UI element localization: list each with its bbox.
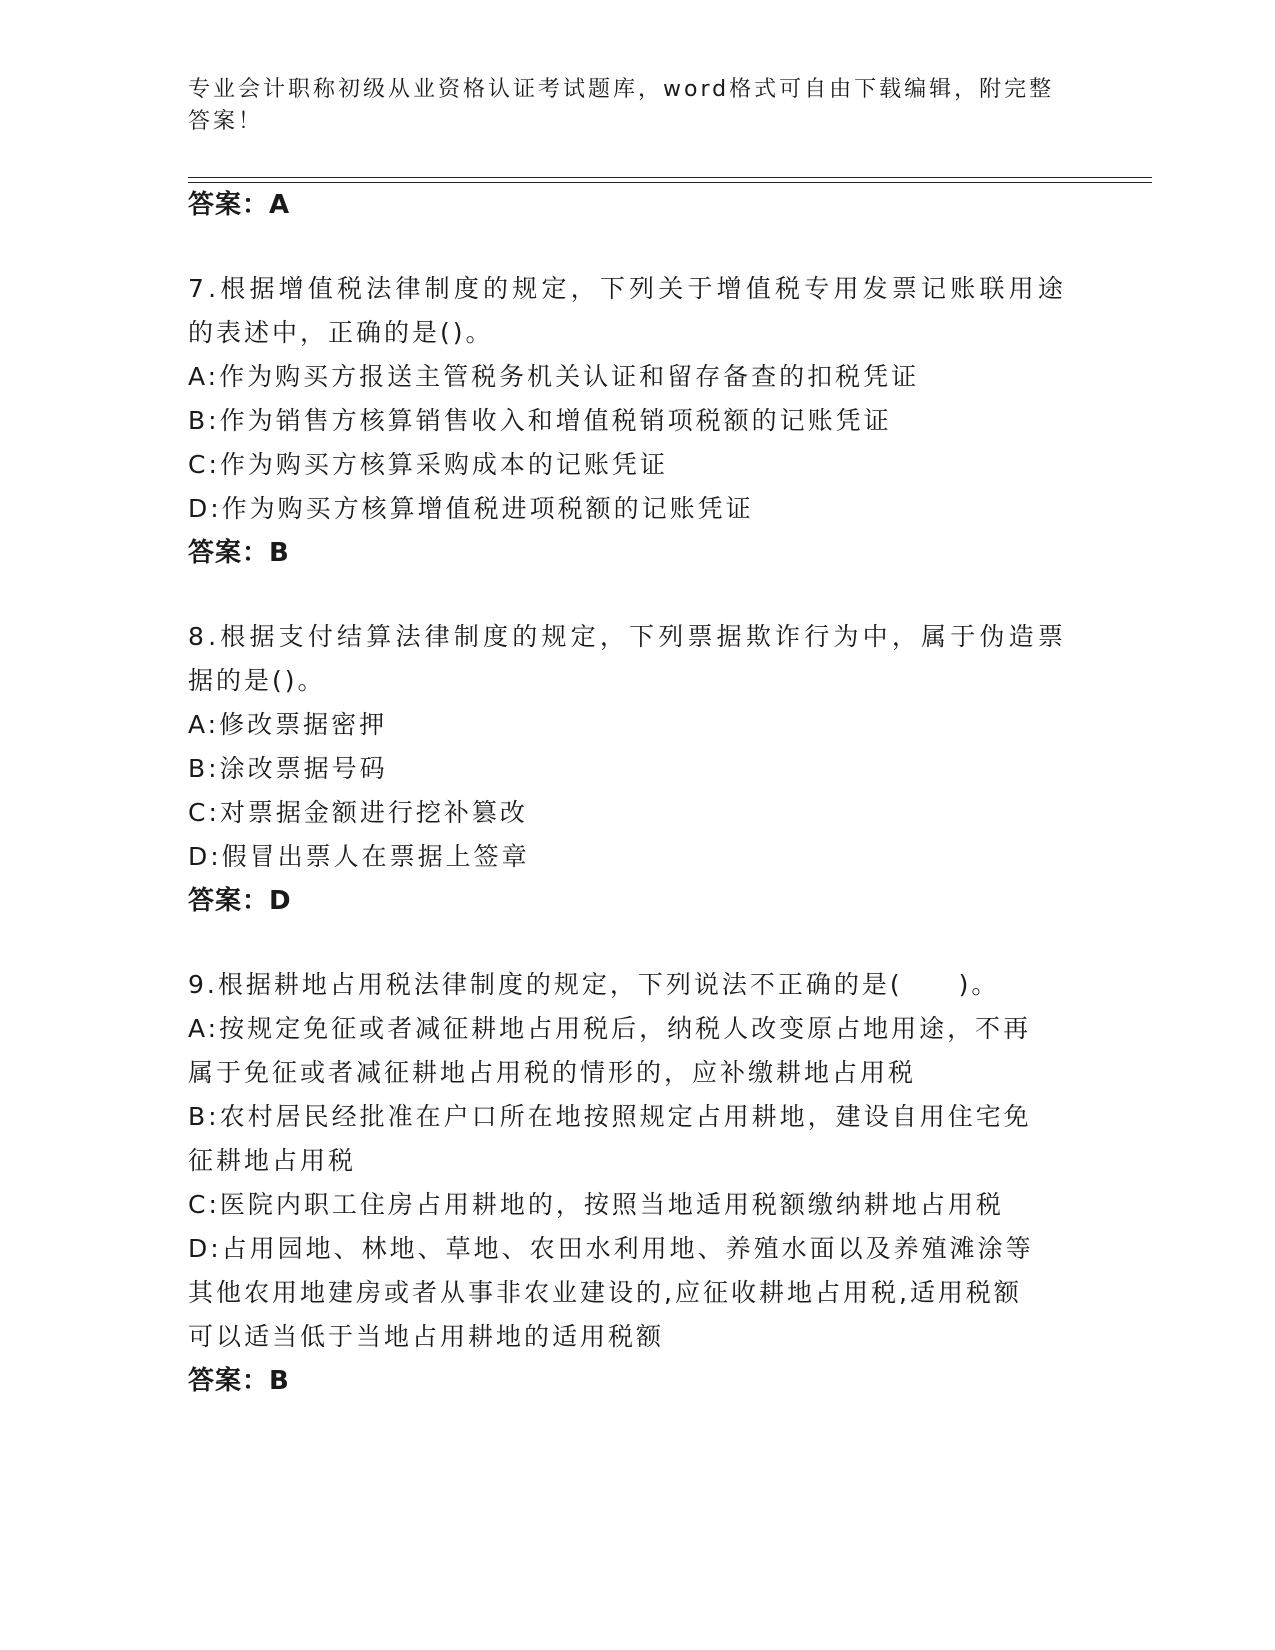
answer-q8: 答案：D: [188, 886, 292, 916]
question-stem: 的表述中，正确的是()。: [188, 318, 494, 347]
answer-prev: 答案：A: [188, 190, 291, 220]
option-c: C:对票据金额进行挖补篡改: [188, 798, 528, 827]
header-divider-top: [188, 177, 1152, 178]
question-stem: 9.根据耕地占用税法律制度的规定，下列说法不正确的是( )。: [188, 970, 1000, 999]
option-d: 其他农用地建房或者从事非农业建设的,应征收耕地占用税,适用税额: [188, 1278, 1022, 1307]
header-divider-bottom: [188, 182, 1152, 183]
option-c: C:医院内职工住房占用耕地的，按照当地适用税额缴纳耕地占用税: [188, 1190, 1004, 1219]
question-stem: 据的是()。: [188, 666, 326, 695]
question-stem: 8.根据支付结算法律制度的规定，下列票据欺诈行为中，属于伪造票: [188, 622, 1068, 651]
option-d: D:假冒出票人在票据上签章: [188, 842, 530, 871]
question-stem: 7.根据增值税法律制度的规定，下列关于增值税专用发票记账联用途: [188, 274, 1068, 303]
option-c: C:作为购买方核算采购成本的记账凭证: [188, 450, 668, 479]
option-b: 征耕地占用税: [188, 1146, 357, 1175]
answer-q9: 答案：B: [188, 1366, 290, 1396]
option-a: A:作为购买方报送主管税务机关认证和留存备查的扣税凭证: [188, 362, 920, 391]
option-b: B:农村居民经批准在户口所在地按照规定占用耕地，建设自用住宅免: [188, 1102, 1032, 1131]
header-text: 专业会计职称初级从业资格认证考试题库，word格式可自由下载编辑，附完整答案！: [188, 77, 1055, 134]
option-d: D:作为购买方核算增值税进项税额的记账凭证: [188, 494, 754, 523]
answer-q7: 答案：B: [188, 538, 290, 568]
option-b: B:作为销售方核算销售收入和增值税销项税额的记账凭证: [188, 406, 892, 435]
option-a: 属于免征或者减征耕地占用税的情形的，应补缴耕地占用税: [188, 1058, 917, 1087]
option-b: B:涂改票据号码: [188, 754, 388, 783]
option-a: A:按规定免征或者减征耕地占用税后，纳税人改变原占地用途，不再: [188, 1014, 1032, 1043]
option-a: A:修改票据密押: [188, 710, 388, 739]
option-d: D:占用园地、林地、草地、农田水利用地、养殖水面以及养殖滩涂等: [188, 1234, 1034, 1263]
option-d: 可以适当低于当地占用耕地的适用税额: [188, 1322, 665, 1351]
